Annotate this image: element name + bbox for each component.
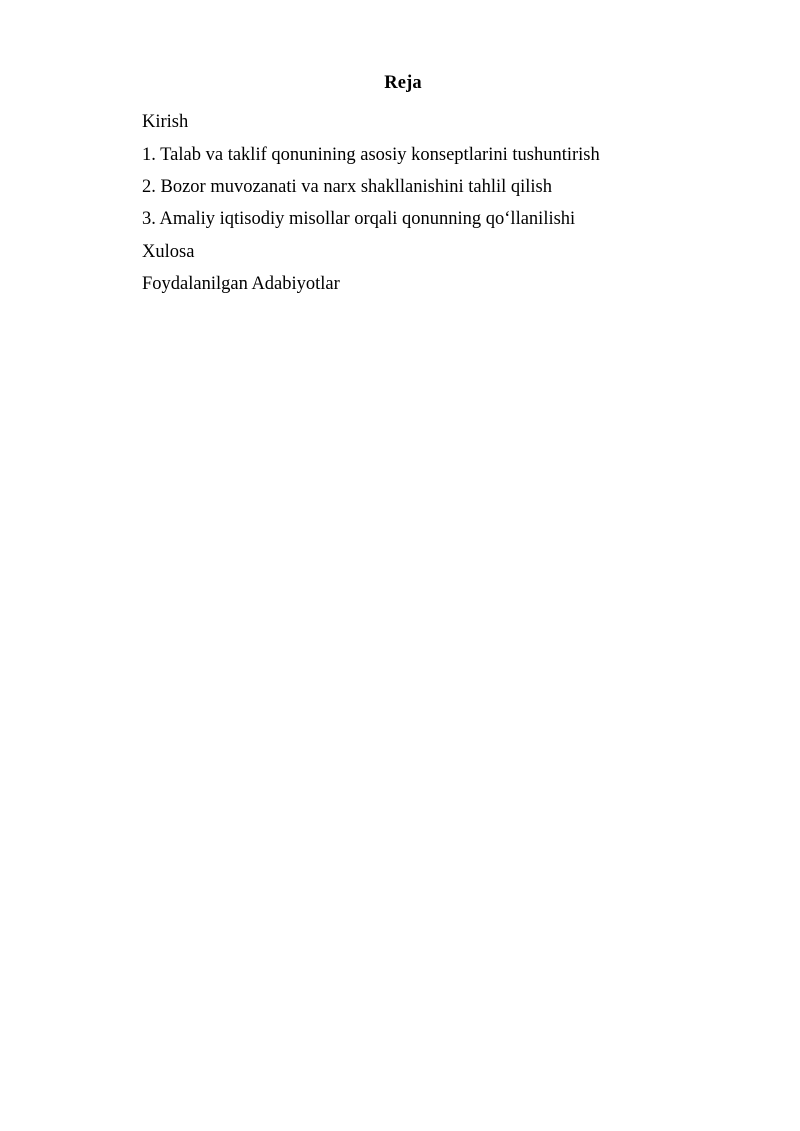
table-of-contents [142,106,664,300]
list-item: Kirish [142,112,189,133]
list-item: 1. Talab va taklif qonunining asosiy konseptlarini tushuntirish [142,144,600,165]
list-item: 2. Bozor muvozanati va narx shakllanishini tahlil qilish [142,177,553,197]
list-item: Foydalanilgan Adabiyotlar [142,274,340,295]
list-item: 3. Amaliy iqtisodiy misollar orqali qonunning qo‘llanilishi [142,209,576,230]
page-title: Reja [384,73,422,93]
list-item: Xulosa [142,241,195,262]
